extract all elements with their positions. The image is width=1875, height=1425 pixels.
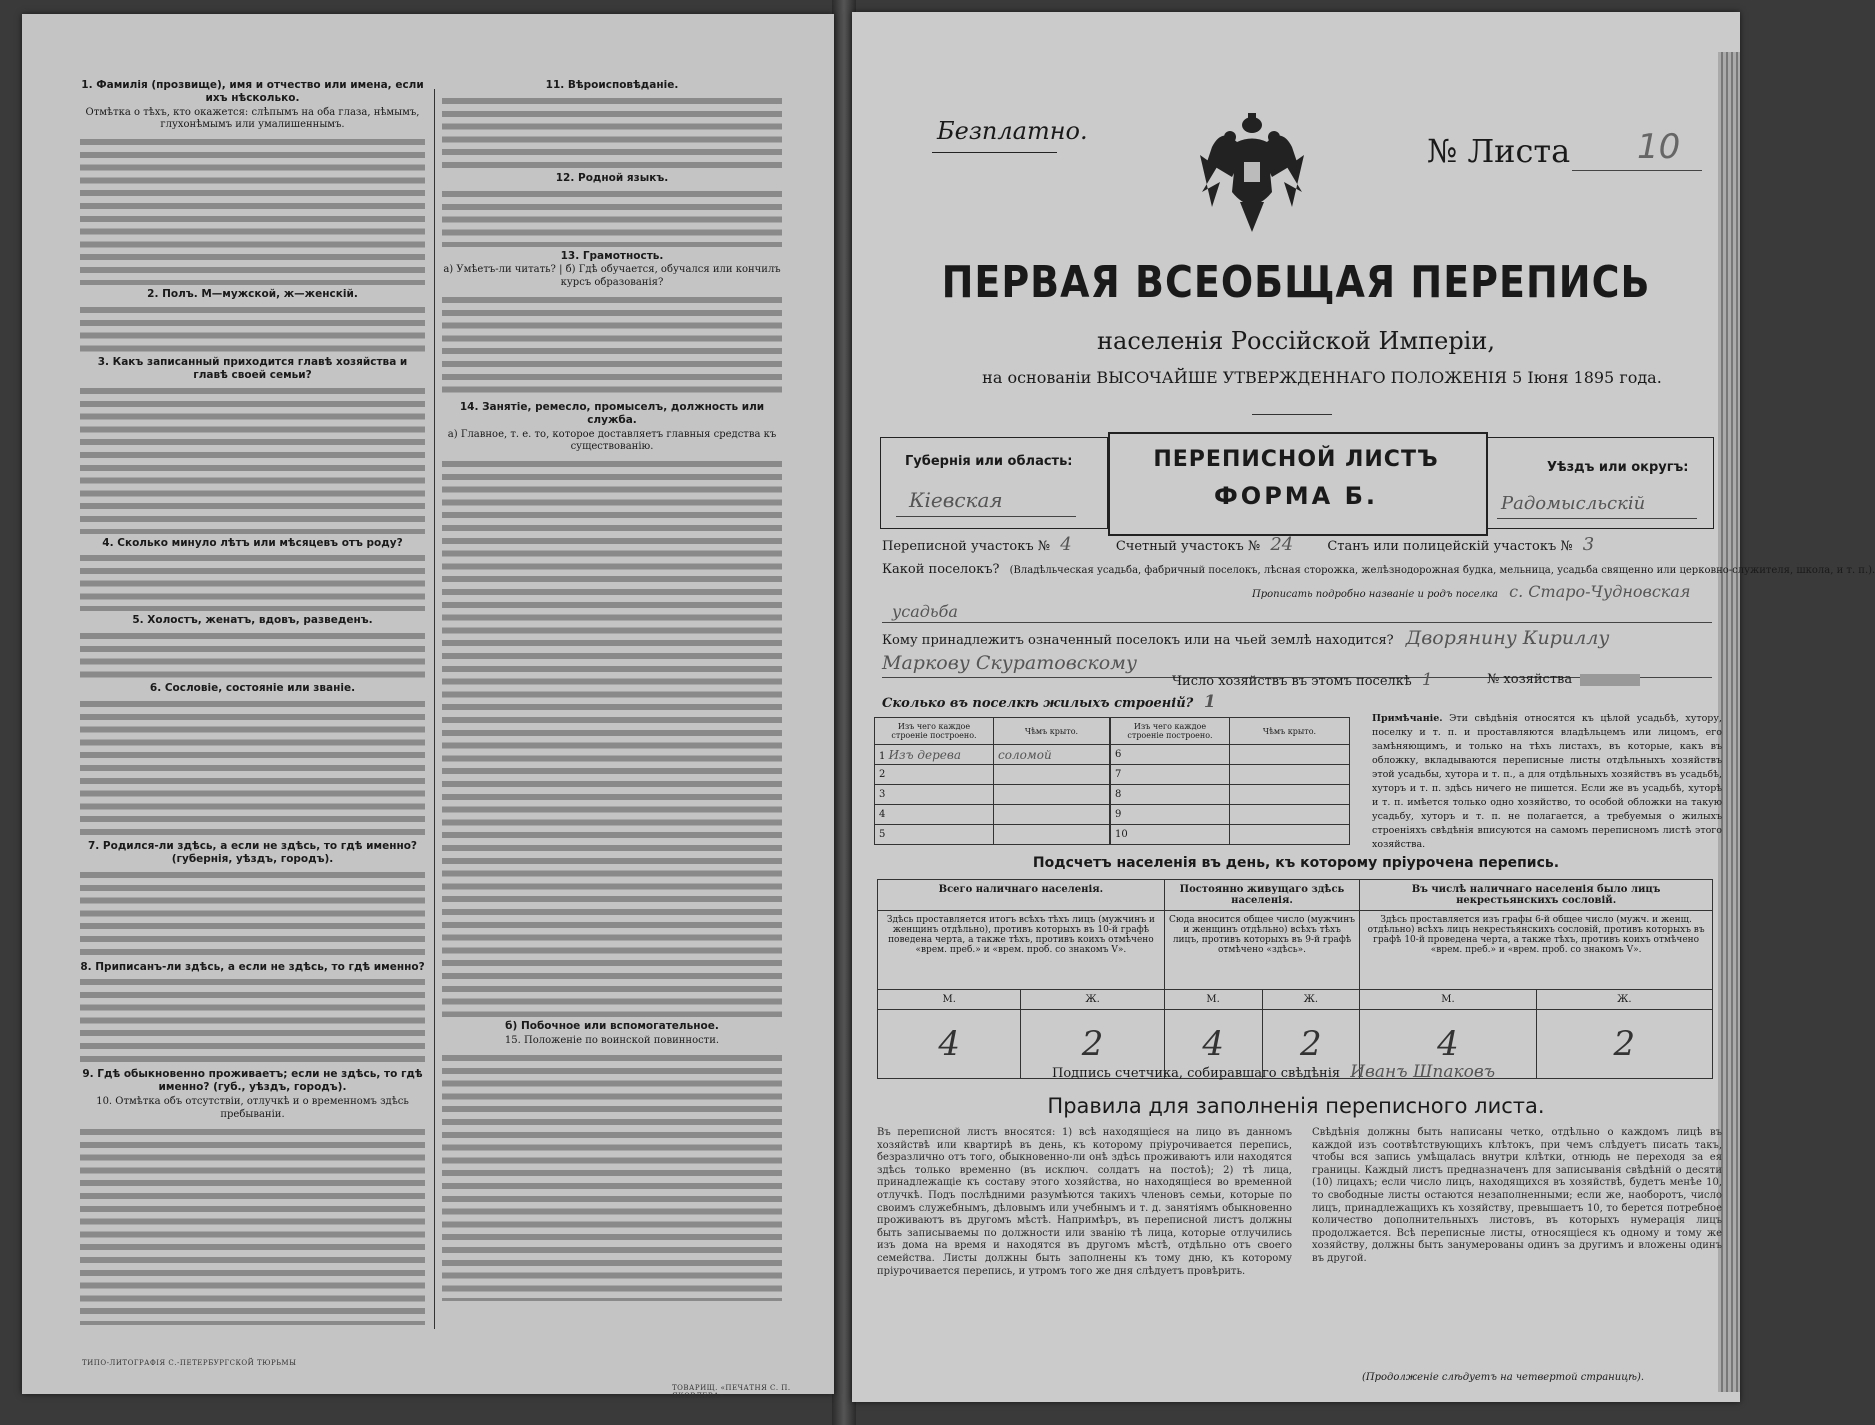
- province-label: Губернія или область:: [905, 454, 1073, 469]
- form-title: ФОРМА Б.: [1213, 482, 1378, 510]
- buildings-label: Сколько въ поселкѣ жилыхъ строеній?: [882, 696, 1194, 711]
- filler-text: [80, 135, 425, 285]
- census-area-value: 4: [1060, 534, 1072, 555]
- section-subheading: а) Умѣетъ-ли читать? | б) Гдѣ обучается, обучался или кончилъ курсъ образованія?: [443, 264, 781, 289]
- section-subheading: а) Главное, т. е. то, которое доставляетъ главныя средства къ существованію.: [447, 428, 777, 453]
- double-headed-eagle-icon: [1192, 107, 1312, 237]
- building-material: Изъ дерева: [888, 747, 962, 762]
- enumerator-label: Подпись счетчика, собиравшаго свѣдѣнія: [1052, 1066, 1341, 1081]
- section-heading: 12. Родной языкъ.: [555, 171, 669, 184]
- owner-value: Дворянину Кириллу: [1405, 627, 1610, 649]
- printer-footer-left: ТИПО-ЛИТОГРАФІЯ С.-ПЕТЕРБУРГСКОЙ ТЮРЬМЫ: [82, 1359, 297, 1367]
- count-present-female: 2: [1021, 1010, 1164, 1079]
- district-label: Уѣздъ или округъ:: [1547, 460, 1689, 475]
- buildings-value: 1: [1203, 692, 1216, 712]
- population-count-table: Всего наличнаго населенія. Постоянно живущаго здѣсь населенія. Въ числѣ наличнаго населенія было лицъ некрестьянскихъ сословій. Здѣсь проставляется итогъ всѣхъ тѣхъ лицъ (мужчинъ и женщинъ отдѣльно), противъ которыхъ въ 10-й графѣ поведена черта, а также тѣхъ, противъ коихъ отмѣчено «врем. преб.» и «врем. проб. со знакомъ V». Сюда вносится общее число (мужчинъ и женщинъ отдѣльно) всѣхъ тѣхъ лицъ, противъ которыхъ въ 9-й графѣ отмѣчено «здѣсь». Здѣсь проставляется изъ графы 6-й общее число (мужч. и женщ. отдѣльно) всѣхъ лицъ некрестьянскихъ сословій, противъ которыхъ въ графѣ 10-й проведена черта, а также тѣхъ, противъ коихъ отмѣчено «врем. преб.» и «врем. проб. со знакомъ V». М. Ж. М. Ж. М. Ж. 4 2 4 2 4 2: [877, 879, 1713, 1079]
- note-label: Примѣчаніе.: [1372, 713, 1443, 724]
- list-title: ПЕРЕПИСНОЙ ЛИСТЪ: [1153, 447, 1439, 472]
- police-area-label: Станъ или полицейскій участокъ №: [1327, 539, 1573, 554]
- page-subtitle: населенія Россійской Имперіи,: [1097, 327, 1495, 355]
- section-heading: 2. Полъ. М—мужской, ж—женскій.: [147, 288, 358, 301]
- count-nonpeasant-male: 4: [1360, 1010, 1536, 1079]
- rules-column-b: Свѣдѣнія должны быть написаны четко, отдѣльно о каждомъ лицѣ въ каждой изъ соотвѣтствующихъ клѣтокъ, при чемъ слѣдуетъ писать такъ, чтобы вся запись умѣщалась внутри клѣтки, отнюдь не переходя за ея границы. Каждый листъ предназначенъ для записыванія свѣдѣній о десяти (10) лицахъ; если число лицъ, находящихся въ хозяйствѣ, будетъ менѣе 10, то свободные листы остаются незаполненными; если же, наоборотъ, число лицъ, принадлежащихъ къ хозяйству, превышаетъ 10, то берется потребное количество дополнительныхъ листовъ, въ которыхъ нумерація лицъ продолжается. Всѣ переписные листы, относящіеся къ одному и тому же хозяйству, должны быть занумерованы одинъ за другимъ и вложены одинъ въ другой.: [1312, 1127, 1722, 1264]
- section-heading: 13. Грамотность.: [560, 249, 664, 262]
- sheet-number-label: № Листа: [1427, 132, 1571, 170]
- continued-note: (Продолженіе слѣдуетъ на четвертой страницѣ).: [1362, 1372, 1645, 1383]
- section-heading: 8. Приписанъ-ли здѣсь, а если не здѣсь, то гдѣ именно?: [80, 960, 425, 973]
- buildings-note: [1372, 712, 1722, 852]
- buildings-table-left: Изъ чего каждое строеніе построено. Чѣмъ крыто. 1 Изъ дерева соломой 2 3 4 5: [874, 717, 1110, 845]
- section-heading: 3. Какъ записанный приходится главѣ хозяйства и главѣ своей семьи?: [97, 355, 408, 381]
- count-resident-male: 4: [1164, 1010, 1262, 1079]
- section-heading: 14. Занятіе, ремесло, промыселъ, должность или служба.: [459, 400, 765, 426]
- column-divider: [434, 89, 435, 1329]
- section-heading: 11. Вѣроисповѣданіе.: [545, 79, 679, 91]
- rules-column-a: Въ переписной листъ вносятся: 1) всѣ находящіеся на лицо въ данномъ хозяйствѣ или квартирѣ въ день, къ которому пріурочивается перепись, безразлично отъ того, обыкновенно-ли онѣ здѣсь проживаютъ или находятся здѣсь только временно (въ исключ. солдатъ на постоѣ); 2) тѣ лица, принадлежащіе къ составу этого хозяйства, но находящіеся во временной отлучкѣ. Подъ послѣдними разумѣются такихъ членовъ семьи, которые по своимъ служебнымъ, дѣловымъ или учебнымъ и т. д. занятіямъ обыкновенно проживаютъ въ другомъ мѣстѣ. Напримѣръ, въ переписной листъ должны быть записываемы по должности или званію тѣ лица, которые отлучились изъ дома на время и находятся въ другомъ мѣстѣ, отдѣльно отъ своего семейства. Листы должны быть заполнены къ тому дню, къ которому пріурочивается перепись, и утромъ того же дня слѣдуетъ провѣрить.: [877, 1127, 1292, 1277]
- enumerator-signature: Иванъ Шпаковъ: [1350, 1062, 1496, 1082]
- settlement-label: Какой поселокъ?: [882, 562, 1000, 577]
- count-present-male: 4: [878, 1010, 1021, 1079]
- free-label: Безплатно.: [937, 117, 1088, 145]
- section-subheading: Отмѣтка о тѣхъ, кто окажется: слѣпымъ на оба глаза, нѣмымъ, глухонѣмымъ или умалишеннымъ.: [85, 106, 420, 131]
- owner-label: Кому принадлежитъ означенный поселокъ или на чьей землѣ находится?: [882, 633, 1394, 648]
- province-value: Кіевская: [909, 488, 1003, 512]
- section-heading: 6. Сословіе, состояніе или званіе.: [149, 682, 356, 695]
- count-resident-female: 2: [1262, 1010, 1360, 1079]
- section-heading: 4. Сколько минуло лѣтъ или мѣсяцевъ отъ роду?: [102, 536, 403, 549]
- instructions-column-a: [80, 76, 425, 1325]
- household-no-label: № хозяйства: [1487, 672, 1573, 687]
- buildings-table-right: Изъ чего каждое строеніе построено. Чѣмъ крыто. 6 7 8 9 10: [1110, 717, 1350, 845]
- page-title: ПЕРВАЯ ВСЕОБЩАЯ ПЕРЕПИСЬ: [941, 256, 1651, 308]
- count-title: Подсчетъ населенія въ день, къ которому пріурочена перепись.: [1032, 855, 1560, 871]
- sheet-number-value: 10: [1637, 127, 1681, 167]
- right-page: [852, 12, 1875, 1402]
- section-heading: 1. Фамилія (прозвище), имя и отчество или имена, если ихъ нѣсколько.: [81, 79, 424, 104]
- settlement-hint: (Владѣльческая усадьба, фабричный поселокъ, лѣсная сторожка, желѣзнодорожная будка, мельница, усадьба священно или церковно-служителя, школа, и т. п.).: [1009, 565, 1875, 576]
- rules-title: Правила для заполненія переписного листа.: [1047, 1094, 1545, 1118]
- district-box: [1486, 437, 1714, 529]
- section-heading: 7. Родился-ли здѣсь, а если не здѣсь, то гдѣ именно? (губернія, уѣздъ, городъ).: [87, 839, 418, 865]
- count-nonpeasant-female: 2: [1536, 1010, 1712, 1079]
- section-subheading: 15. Положеніе по воинской повинности.: [504, 1034, 720, 1046]
- section-heading: б) Побочное или вспомогательное.: [505, 1020, 719, 1033]
- section-subheading: 10. Отмѣтка объ отсутствіи, отлучкѣ и о временномъ здѣсь пребываніи.: [96, 1095, 409, 1120]
- section-heading: 9. Гдѣ обыкновенно проживаетъ; если не здѣсь, то гдѣ именно? (губ., уѣздъ, городъ).: [82, 1068, 423, 1094]
- note-text: Эти свѣдѣнія относятся къ цѣлой усадьбѣ, хутору, поселку и т. п. и проставляются владѣльцемъ или лицомъ, его замѣняющимъ, и только на тѣхъ листахъ, въ которые, какъ въ обложку, вкладываются переписные листы отдѣльныхъ хозяйствъ этой усадьбы, хутора и т. п., а для отдѣльныхъ хозяйствъ въ усадьбѣ, хуторъ и т. п. здѣсь ничего не пишется. Если же въ усадьбѣ, хуторѣ и т. п. имѣется только одно хозяйство, то особой обложки на такую усадьбу, хуторъ и т. п. не полагается, а требуемыя о жилыхъ строеніяхъ свѣдѣнія вписуются на самомъ переписномъ листѣ этого хозяйства.: [1372, 713, 1722, 850]
- settlement-value-line2: усадьба: [892, 602, 958, 621]
- police-area-value: 3: [1582, 534, 1595, 555]
- printer-footer-right: ТОВАРИЩ. «ПЕЧАТНЯ С. П. ЯКОВЛЕВА»: [672, 1384, 791, 1400]
- households-value: 1: [1421, 670, 1433, 690]
- count-area-value: 24: [1270, 534, 1294, 555]
- district-value: Радомысльскій: [1501, 493, 1646, 514]
- settlement-value: с. Старо-Чудновская: [1509, 582, 1691, 601]
- settlement-instruction: Прописать подробно названіе и родъ поселка: [1252, 589, 1498, 600]
- households-label: Число хозяйствъ въ этомъ поселкѣ: [1172, 674, 1412, 689]
- owner-value-line2: Маркову Скуратовскому: [882, 652, 1137, 674]
- building-roof: соломой: [994, 745, 1110, 765]
- instructions-column-b: [442, 76, 782, 1301]
- section-heading: 5. Холостъ, женатъ, вдовъ, разведенъ.: [132, 614, 373, 627]
- census-area-label: Переписной участокъ №: [882, 539, 1051, 554]
- left-page: [22, 14, 834, 1400]
- legal-basis: на основаніи ВЫСОЧАЙШЕ УТВЕРЖДЕННАГО ПОЛОЖЕНІЯ 5 Іюня 1895 года.: [982, 368, 1662, 387]
- count-area-label: Счетный участокъ №: [1115, 539, 1261, 554]
